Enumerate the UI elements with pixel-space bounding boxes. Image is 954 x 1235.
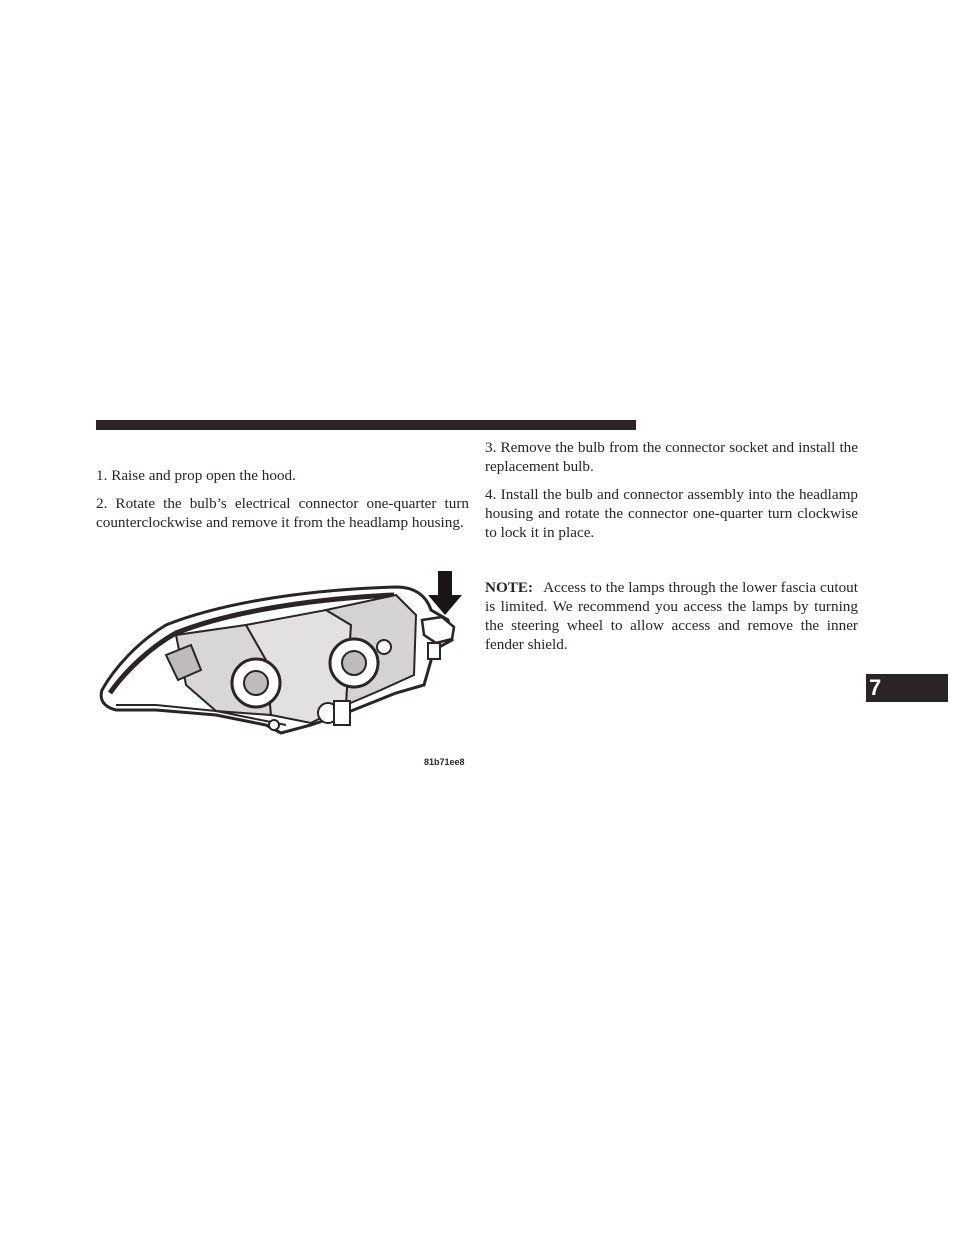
figure-caption: 81b71ee8 bbox=[424, 757, 465, 767]
headlamp-illustration bbox=[96, 565, 468, 755]
section-header-rule bbox=[96, 420, 636, 430]
step-1-text: 1. Raise and prop open the hood. bbox=[96, 467, 296, 484]
note-paragraph bbox=[485, 578, 858, 654]
step-4-text: 4. Install the bulb and connector assembly into the headlamp housing and rotate the connector one-quarter turn clockwise to lock it in place. bbox=[485, 486, 858, 541]
step-3-text: 3. Remove the bulb from the connector socket and install the replacement bulb. bbox=[485, 439, 858, 475]
down-arrow-icon bbox=[428, 571, 462, 615]
chapter-tab bbox=[866, 674, 948, 702]
note-text: Access to the lamps through the lower fascia cutout is limited. We recommend you access the lamps by turning the steering wheel to allow access and remove the inner fender shield. bbox=[485, 579, 858, 653]
note-label: NOTE: bbox=[485, 579, 534, 596]
step-2-text: 2. Rotate the bulb’s electrical connector one-quarter turn counterclockwise and remove it from the headlamp housing. bbox=[96, 495, 469, 531]
chapter-number: 7 bbox=[869, 675, 882, 700]
